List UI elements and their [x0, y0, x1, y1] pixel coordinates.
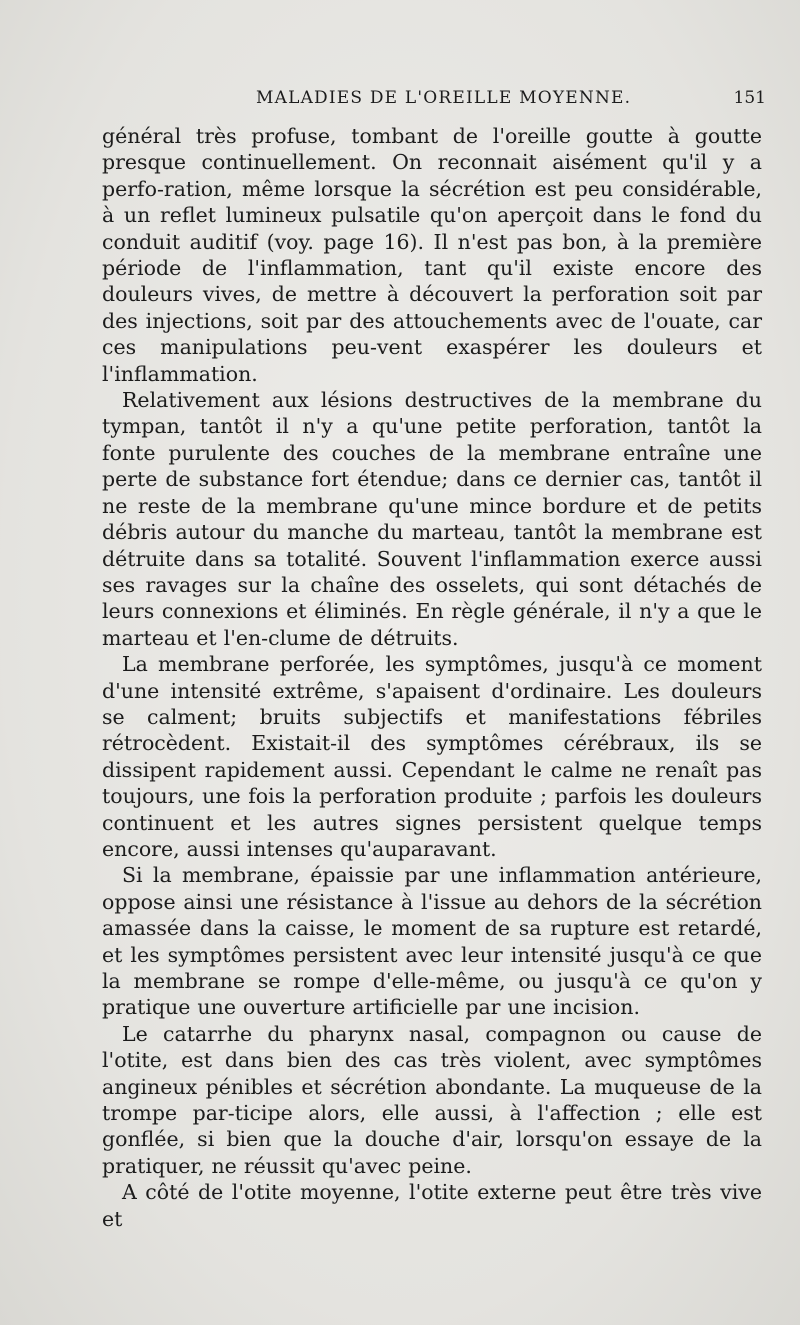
paragraph: A côté de l'otite moyenne, l'otite externe peut être très vive et — [102, 1180, 762, 1231]
body-text — [102, 123, 762, 1232]
running-title: MALADIES DE L'OREILLE MOYENNE. — [256, 88, 632, 108]
paragraph: Si la membrane, épaissie par une inflammation antérieure, oppose ainsi une résistance à l'issue au dehors de la sécrétion amassée dans la caisse, le moment de sa rupture est retardé, et les symptômes persistent avec leur intensité jusqu'à ce que la membrane se rompe d'elle-même, ou jusqu'à ce qu'on y pratique une ouverture artificielle par une incision. — [102, 863, 762, 1020]
paragraph: général très profuse, tombant de l'oreille goutte à goutte presque continuellement. On reconnait aisément qu'il y a perfo-ration, même lorsque la sécrétion est peu considérable, à un reflet lumineux pulsatile qu'on aperçoit dans le fond du conduit auditif (voy. page 16). Il n'est pas bon, à la première période de l'inflammation, tant qu'il existe encore des douleurs vives, de mettre à découvert la perforation soit par des injections, soit par des attouchements avec de l'ouate, car ces manipulations peu-vent exaspérer les douleurs et l'inflammation. — [102, 124, 762, 386]
paragraph: La membrane perforée, les symptômes, jusqu'à ce moment d'une intensité extrême, s'apaisent d'ordinaire. Les douleurs se calment; bruits subjectifs et manifestations fébriles rétrocèdent. Existait-il des symptômes cérébraux, ils se dissipent rapidement aussi. Cependant le calme ne renaît pas toujours, une fois la perforation produite ; parfois les douleurs continuent et les autres signes persistent quelque temps encore, aussi intenses qu'auparavant. — [102, 652, 762, 861]
paragraph: Le catarrhe du pharynx nasal, compagnon ou cause de l'otite, est dans bien des cas très violent, avec symptômes angineux pénibles et sécrétion abondante. La muqueuse de la trompe par-ticipe alors, elle aussi, à l'affection ; elle est gonflée, si bien que la douche d'air, lorsqu'on essaye de la pratiquer, ne réussit qu'avec peine. — [102, 1021, 762, 1178]
running-head — [102, 88, 766, 116]
paragraph: Relativement aux lésions destructives de la membrane du tympan, tantôt il n'y a qu'une petite perforation, tantôt la fonte purulente des couches de la membrane entraîne une perte de substance fort étendue; dans ce dernier cas, tantôt il ne reste de la membrane qu'une mince bordure et de petits débris autour du manche du marteau, tantôt la membrane est détruite dans sa totalité. Souvent l'inflammation exerce aussi ses ravages sur la chaîne des osselets, qui sont détachés de leurs connexions et éliminés. En règle générale, il n'y a que le marteau et l'en-clume de détruits. — [102, 388, 762, 650]
page-number: 151 — [733, 88, 766, 108]
